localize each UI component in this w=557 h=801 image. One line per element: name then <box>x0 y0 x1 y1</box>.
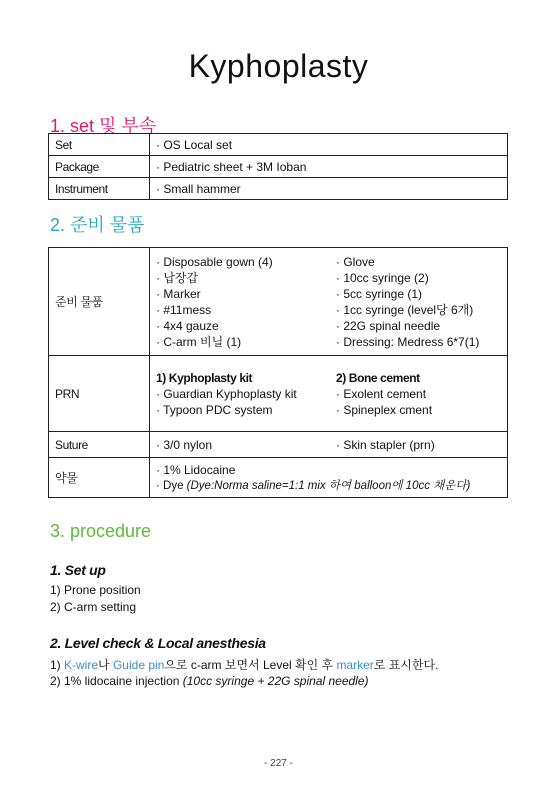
list-item: · Skin stapler (prn) <box>336 437 435 452</box>
prep-right-list <box>336 254 501 350</box>
list-item <box>156 478 501 494</box>
list-item: · 3/0 nylon <box>156 437 213 452</box>
row-value: · Pediatric sheet + 3M Ioban <box>150 156 508 178</box>
table-row <box>49 178 508 200</box>
list-item: · Guardian Kyphoplasty kit <box>156 386 297 401</box>
level-line1-mid1: 나 <box>98 658 113 672</box>
prep-left-list <box>156 254 336 350</box>
list-item: · 납장갑 <box>156 270 199 285</box>
row-label: Package <box>49 156 150 178</box>
table-row <box>49 248 508 356</box>
level-line1-post: 로 표시한다. <box>373 658 439 672</box>
guide-pin-term: Guide pin <box>112 658 165 672</box>
section3-heading: 3. procedure <box>50 521 152 541</box>
table-row <box>49 134 508 156</box>
list-item: · Dressing: Medress 6*7(1) <box>336 334 480 349</box>
table-row <box>49 432 508 458</box>
table-row <box>49 356 508 432</box>
marker-term: marker <box>336 658 374 672</box>
list-item: · Glove <box>336 254 375 269</box>
level-line2-main: 2) 1% lidocaine injection <box>50 674 183 688</box>
row-label: 준비 물품 <box>49 248 150 356</box>
list-item: · C-arm 비닐 (1) <box>156 334 242 349</box>
list-item: · 22G spinal needle <box>336 318 441 333</box>
level-line1-mid2: 으로 c-arm 보면서 Level 확인 후 <box>164 658 337 672</box>
prn-right-title: 2) Bone cement <box>336 370 420 385</box>
level-line2-note: (10cc syringe + 22G spinal needle) <box>182 674 369 688</box>
table-row <box>49 156 508 178</box>
level-line-2 <box>50 674 369 688</box>
list-item: · 1cc syringe (level당 6개) <box>336 302 474 317</box>
row-value: · OS Local set <box>150 134 508 156</box>
list-item: · Exolent cement <box>336 386 427 401</box>
section2-heading: 2. 준비 물품 <box>50 215 145 235</box>
level-heading: 2. Level check & Local anesthesia <box>50 635 266 651</box>
list-item: · 10cc syringe (2) <box>336 270 429 285</box>
list-item: 2) C-arm setting <box>50 600 137 614</box>
prn-right-list <box>336 370 501 418</box>
list-item: · 4x4 gauze <box>156 318 219 333</box>
row-label: PRN <box>49 356 150 432</box>
row-label: Instrument <box>49 178 150 200</box>
setup-heading: 1. Set up <box>50 562 106 578</box>
page-number: - 227 - <box>264 758 293 769</box>
prep-table <box>48 247 508 498</box>
page-title: Kyphoplasty <box>188 48 369 84</box>
row-label: Set <box>49 134 150 156</box>
list-item: · Disposable gown (4) <box>156 254 273 269</box>
list-item: 1) Prone position <box>50 583 141 597</box>
row-value: · Small hammer <box>150 178 508 200</box>
section1-heading-text: 1. set 및 부속 <box>50 116 157 136</box>
list-item: · Marker <box>156 286 201 301</box>
row-label: 약물 <box>49 458 150 498</box>
list-item: · Spineplex cment <box>336 402 433 417</box>
list-item: · 1% Lidocaine <box>156 462 236 477</box>
row-label: Suture <box>49 432 150 458</box>
level-line-1 <box>50 656 438 673</box>
drug-dye: · Dye <box>156 479 187 492</box>
kwire-term: K-wire <box>64 658 99 672</box>
table-row <box>49 458 508 498</box>
level-line1-prefix: 1) <box>50 658 65 672</box>
list-item: · Typoon PDC system <box>156 402 273 417</box>
prn-left-list <box>156 370 336 418</box>
set-table <box>48 133 508 200</box>
prn-left-title: 1) Kyphoplasty kit <box>156 370 253 385</box>
list-item: · 5cc syringe (1) <box>336 286 423 301</box>
drug-dye-note: (Dye:Norma saline=1:1 mix 하여 balloon에 10cc 채운다) <box>186 479 471 492</box>
list-item: · #11mess <box>156 302 212 317</box>
